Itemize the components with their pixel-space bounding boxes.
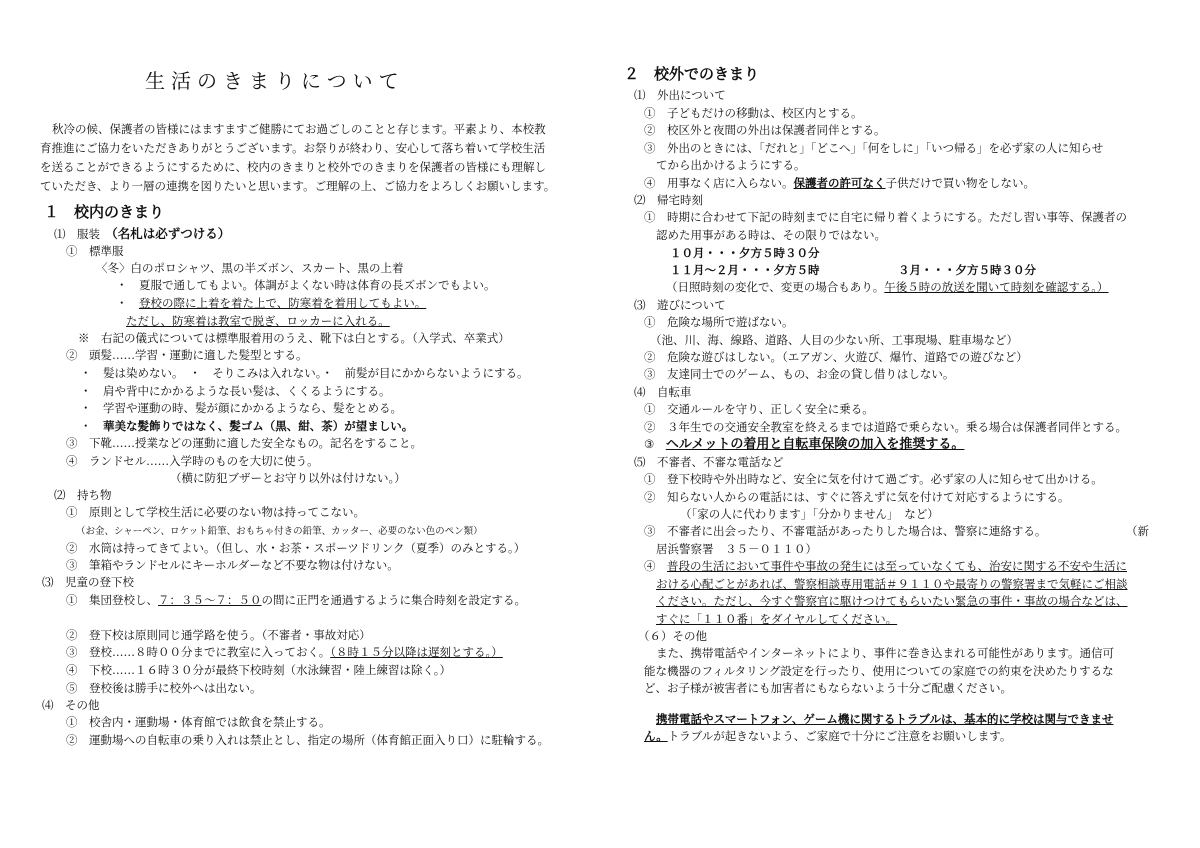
gaishutsu-2: ② 校区外と夜間の外出は保護者同伴とする。 [644,123,886,137]
asobi-1: ① 危険な場所で遊ばない。 [644,315,794,329]
gaishutsu-4 [644,176,1035,191]
intro-line-3: を送ることができるようにするために、校内のきまりと校外でのきまりを保護者の皆様にも理解し [40,160,546,174]
intro-line-2: 育推進にご協力をいただきありがとうございます。お祭りが終わり、安心して落ち着いて学校生活 [40,141,546,155]
sonota-heading: （６）その他 [638,629,707,643]
kitaku-1b: 認めた用事がある時は、その限りではない。 [656,228,886,242]
kitaku-note [666,280,1109,295]
tohatsu-bullet-1: ・ 髪は染めない。 ・ そりこみは入れない。・ 前髪が目にかからないようにする。 [80,366,529,380]
keitai-line-1: 携帯電話やスマートフォン、ゲーム機に関するトラブルは、基本的に学校は関与できませ [656,712,1114,726]
gaishutsu-1: ① 子どもだけの移動は、校区内とする。 [644,106,863,120]
bullet-mark: ・ [80,419,103,433]
tokagekou-heading: ⑶ 児童の登下校 [42,575,134,589]
jitensha-heading: ⑷ 自転車 [634,385,692,399]
fukuso-heading [54,226,230,242]
tohatsu-bullet-2: ・ 肩や背中にかかるような長い髪は、くくるようにする。 [80,384,391,398]
jitensha-3-text: ヘルメットの着用と自転車保険の加入を推奨する。 [665,437,965,452]
jitensha-3 [644,437,964,452]
mochimono-1-note: （お金、シャーペン、ロケット鉛筆、おもちゃ付きの鉛筆、カッター、必要のない色のペン類） [76,526,483,537]
fushinsha-3a: ③ 不審者に出会ったり、不審電話があったりした場合は、警察に連絡する。 [644,524,1047,538]
intro-line-1: 秋冷の候、保護者の皆様にはますますご健勝にてお過ごしのことと存じます。平素より、本校教 [52,122,546,136]
asobi-1-note: （池、川、海、線路、道路、人目の少ない所、工事現場、駐車場など） [650,333,1018,347]
uniform-bullet-2-text: 登校の際に上着を着た上で、防寒着を着用してもよい。 [139,296,427,310]
kitaku-time-nov-feb: １１月～２月・・・夕方５時 [670,263,820,277]
fushinsha-2-note: （「家の人に代わります」「分かりません」 など） [680,507,939,521]
keitai-line-2-bold: ん。 [644,729,668,743]
sonota-2: ② 運動場への自転車の乗り入れは禁止とし、指定の場所（体育館正面入り口）に駐輪する。 [66,733,549,747]
sonota-line-3: ど、お子様が被害者にも加害者にもならないよう十分ご配慮ください。 [644,681,1012,695]
kitaku-note-underlined: 午後５時の放送を聞いて時刻を確認する。） [884,280,1109,294]
sonota-1: ① 校舎内・運動場・体育館では飲食を禁止する。 [66,715,331,729]
tokagekou-1 [66,593,526,608]
mochimono-1: ① 原則として学校生活に必要のない物は持ってこない。 [66,505,365,519]
kitaku-heading: ⑵ 帰宅時刻 [634,193,703,207]
kitaku-time-mar: ３月・・・夕方５時３０分 [898,263,1036,277]
asobi-heading: ⑶ 遊びについて [634,298,726,312]
fushinsha-4a-text: 普段の生活において事件や事故の発生には至っていなくても、治安に関する不安や生活に [667,559,1127,573]
fushinsha-4c: ください。ただし、今すぐ警察官に駆けつけてもらいたい緊急の事件・事故の場合などは、 [656,594,1128,608]
gaishutsu-4-post: 子供だけで買い物をしない。 [885,176,1035,190]
fukuso-note: （名札は必ずつける） [111,226,231,241]
tokagekou-5: ⑤ 登校後は勝手に校外へは出ない。 [66,681,262,695]
asobi-2: ② 危険な遊びはしない。（エアガン、火遊び、爆竹、道路での遊びなど） [644,350,1028,364]
asobi-3: ③ 友達同士でのゲーム、もの、お金の貸し借りはしない。 [644,367,955,381]
keitai-line-2 [644,729,1011,744]
randoseru: ④ ランドセル……入学時のものを大切に使う。 [66,454,319,468]
tokagekou-4: ④ 下校……１６時３０分が最終下校時刻（水泳練習・陸上練習は除く。） [66,663,452,677]
fushinsha-3b: 居浜警察署 ３５－０１１０） [656,542,817,556]
fushinsha-1: ① 登下校時や外出時など、安全に気を付けて過ごす。必ず家の人に知らせて出かける。 [644,472,1103,486]
mochimono-heading: ⑵ 持ち物 [54,488,112,502]
tokagekou-1-time: ７：３５～７：５０ [158,593,262,607]
randoseru-note: （横に防犯ブザーとお守り以外は付けない。） [170,471,406,485]
uniform-bullet-3: ただし、防寒着は教室で脱ぎ、ロッカーに入れる。 [126,314,390,328]
fushinsha-2: ② 知らない人からの電話には、すぐに答えずに気を付けて対応するようにする。 [644,490,1070,504]
jitensha-2: ② ３年生での交通安全教室を終えるまでは道路で乗らない。乗る場合は保護者同伴とする。 [644,420,1127,434]
kitaku-1a: ① 時期に合わせて下記の時刻までに自宅に帰り着くようにする。ただし習い事等、保護者の [644,210,1127,224]
gaishutsu-3a: ③ 外出のときには、「だれと」「どこへ」「何をしに」「いつ帰る」を必ず家の人に知らせ [644,141,1104,155]
uniform-winter: 〈冬〉白のポロシャツ、黒の半ズボン、スカート、黒の上着 [96,261,404,275]
jitensha-1: ① 交通ルールを守り、正しく安全に乗る。 [644,402,874,416]
fukuso-label: ⑴ 服装 [54,227,112,241]
gesoku: ③ 下靴……授業などの運動に適した安全なもの。記名をすること。 [66,436,423,450]
sonota-line-2: 能な機器のフィルタリング設定を行ったり、使用についての家庭での約束を決めたりするな [644,664,1114,678]
sonota-heading: ⑷ その他 [42,698,100,712]
intro-line-4: ていただき、より一層の連携を図りたいと思います。ご理解の上、ご協力をよろしくお願いします。 [40,179,556,193]
uniform-bullet-2 [116,296,426,311]
tohatsu-bullet-4 [80,419,413,434]
mochimono-2: ② 水筒は持ってきてよい。（但し、水・お茶・スポーツドリンク（夏季）のみとする。） [66,541,526,555]
tokagekou-1-post: の間に正門を通過するように集合時刻を設定する。 [261,593,526,607]
fushinsha-4d: すぐに「１１０番」をダイヤルしてください。 [656,612,898,626]
ceremony-note: ※ 右記の儀式については標準服着用のうえ、靴下は白とする。（入学式、卒業式） [78,331,510,345]
tokagekou-3-note: （８時１５分以降は遅刻とする。） [330,645,503,659]
gaishutsu-4-bold: 保護者の許可なく [793,176,886,190]
gaishutsu-4-pre: ④ 用事なく店に入らない。 [644,176,794,190]
section-1-heading: １ 校内のきまり [44,203,165,221]
uniform-bullet-1: ・ 夏服で通してもよい。体調がよくない時は体育の長ズボンでもよい。 [116,278,496,292]
fushinsha-4a [644,559,1127,574]
tohatsu: ② 頭髪……学習・運動に適した髪型とする。 [66,348,308,362]
keitai-line-2-text: トラブルが起きないよう、ご家庭で十分にご注意をお願いします。 [667,729,1012,743]
fushinsha-3a-tail: （新 [1126,524,1149,538]
section-2-heading: ２ 校外でのきまり [624,65,760,83]
tokagekou-2: ② 登下校は原則同じ通学路を使う。（不審者・事故対応） [66,628,371,642]
fushinsha-4-mark: ④ [644,559,667,573]
gaishutsu-heading: ⑴ 外出について [634,88,726,102]
tokagekou-1-pre: ① 集団登校し、 [66,593,158,607]
tohatsu-bullet-4-text: 華美な髪飾りではなく、髪ゴム（黒、紺、茶）が望ましい。 [103,419,414,433]
kitaku-note-pre: （日照時刻の変化で、変更の場合もあり。 [666,280,885,294]
bullet-mark: ・ [116,296,139,310]
fushinsha-4b: おける心配ごとがあれば、警察相談専用電話＃９１１０や最寄りの警察署まで気軽にご相談 [656,577,1128,591]
mochimono-3: ③ 筆箱やランドセルにキーホルダーなど不要な物は付けない。 [66,558,399,572]
jitensha-3-mark: ③ [644,437,666,451]
gaishutsu-3b: てから出かけるようにする。 [656,158,806,172]
sonota-line-1: また、携帯電話やインターネットにより、事件に巻き込まれる可能性があります。通信可 [656,646,1115,660]
fushinsha-heading: ⑸ 不審者、不審な電話など [634,455,784,469]
kitaku-time-oct: １０月・・・夕方５時３０分 [670,246,820,260]
tokagekou-3 [66,645,503,660]
page-title: 生活のきまりについて [145,69,405,93]
tohatsu-bullet-3: ・ 学習や運動の時、髪が顔にかかるようなら、髪をとめる。 [80,401,402,415]
hyojunfuku: ① 標準服 [66,244,124,258]
tokagekou-3-pre: ③ 登校……８時００分までに教室に入っておく。 [66,645,331,659]
